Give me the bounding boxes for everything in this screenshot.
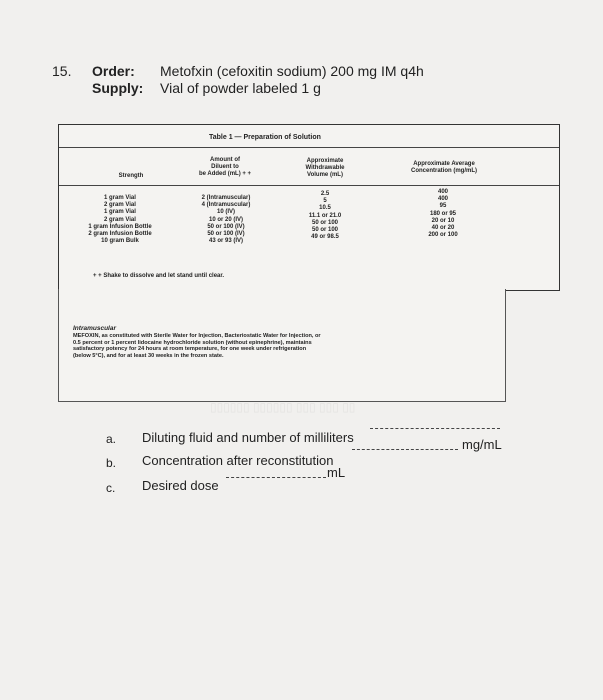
preparation-table	[58, 124, 560, 291]
intramuscular-box	[58, 289, 506, 402]
strength-cell: 1 gram Infusion Bottle	[88, 223, 152, 230]
strength-cell: 1 gram Vial	[104, 209, 136, 216]
volume-cell: 50 or 100	[311, 219, 339, 226]
concentration-cell: 400	[437, 196, 448, 203]
table-divider	[59, 185, 559, 186]
header-withdraw: Approximate Withdrawable Volume (mL)	[305, 158, 345, 178]
question-a-text: Diluting fluid and number of milliliters	[142, 430, 354, 445]
bleed-through-text: ▯▯▯▯▯▯ ▯▯▯▯▯▯ ▯▯▯ ▯▯▯ ▯▯	[210, 400, 356, 414]
strength-column	[73, 195, 167, 245]
diluent-column	[191, 195, 261, 245]
strength-cell: 2 gram Vial	[104, 202, 136, 209]
volume-cell: 11.1 or 21.0	[308, 212, 342, 219]
question-c-text: Desired dose	[142, 478, 219, 493]
table-footnote: + + Shake to dissolve and let stand until clear.	[93, 273, 225, 279]
concentration-cell: 95	[439, 203, 447, 210]
strength-cell: 2 gram Vial	[104, 216, 136, 223]
header-diluent: Amount of Diluent to be Added (mL) + +	[198, 157, 252, 177]
strength-cell: 2 gram Infusion Bottle	[88, 231, 152, 238]
order-label: Order:	[92, 63, 135, 79]
diluent-cell: 50 or 100 (IV)	[207, 231, 245, 238]
diluent-cell: 2 (Intramuscular)	[201, 195, 251, 201]
volume-cell: 10.5	[319, 205, 331, 212]
volume-cell: 49 or 98.5	[311, 234, 339, 241]
intramuscular-title: Intramuscular	[73, 325, 116, 332]
header-concentration: Approximate Average Concentration (mg/mL)	[411, 161, 477, 174]
diluent-cell: 10 (IV)	[216, 209, 235, 216]
question-c-unit: mL	[327, 465, 346, 480]
volume-column	[299, 191, 351, 241]
supply-label: Supply:	[92, 80, 144, 96]
header-strength: Strength	[118, 173, 144, 179]
problem-number: 15.	[52, 63, 72, 79]
concentration-column	[415, 189, 471, 239]
table-divider	[59, 147, 559, 148]
answer-b-blank[interactable]	[352, 449, 458, 450]
concentration-cell: 200 or 100	[428, 232, 458, 239]
question-b-letter: b.	[106, 456, 117, 470]
diluent-cell: 10 or 20 (IV)	[208, 216, 243, 223]
diluent-cell: 4 (Intramuscular)	[201, 202, 251, 209]
question-a-letter: a.	[106, 432, 117, 446]
volume-cell: 5	[323, 198, 327, 205]
intramuscular-text: MEFOXIN, as constituted with Sterile Water for Injection, Bacteriostatic Water for Injection, or 0.5 percent or 1 percent lidocaine hydrochloride solution (without epinephrine), maintains satisfactory potency for 24 hours at room temperature, for one week under refrigeration (below 5°C), and for at least 30 weeks in the frozen state.	[73, 333, 321, 359]
answer-a-blank[interactable]	[370, 428, 500, 429]
concentration-cell: 40 or 20	[431, 225, 455, 232]
volume-cell: 2.5	[320, 191, 330, 197]
question-b-unit: mg/mL	[462, 437, 502, 452]
concentration-cell: 180 or 95	[429, 210, 457, 217]
order-text: Metofxin (cefoxitin sodium) 200 mg IM q4h	[160, 63, 424, 79]
diluent-cell: 50 or 100 (IV)	[207, 223, 245, 230]
volume-cell: 50 or 100	[311, 227, 339, 234]
strength-cell: 1 gram Vial	[104, 195, 136, 201]
table-title: Table 1 — Preparation of Solution	[209, 134, 321, 141]
answer-c-blank[interactable]	[226, 477, 326, 478]
concentration-cell: 20 or 10	[431, 217, 455, 224]
strength-cell: 10 gram Bulk	[101, 238, 139, 245]
concentration-cell: 400	[437, 189, 448, 195]
diluent-cell: 43 or 93 (IV)	[208, 238, 243, 245]
question-b-text: Concentration after reconstitution	[142, 453, 334, 468]
question-c-letter: c.	[106, 481, 116, 495]
supply-text: Vial of powder labeled 1 g	[160, 80, 321, 96]
